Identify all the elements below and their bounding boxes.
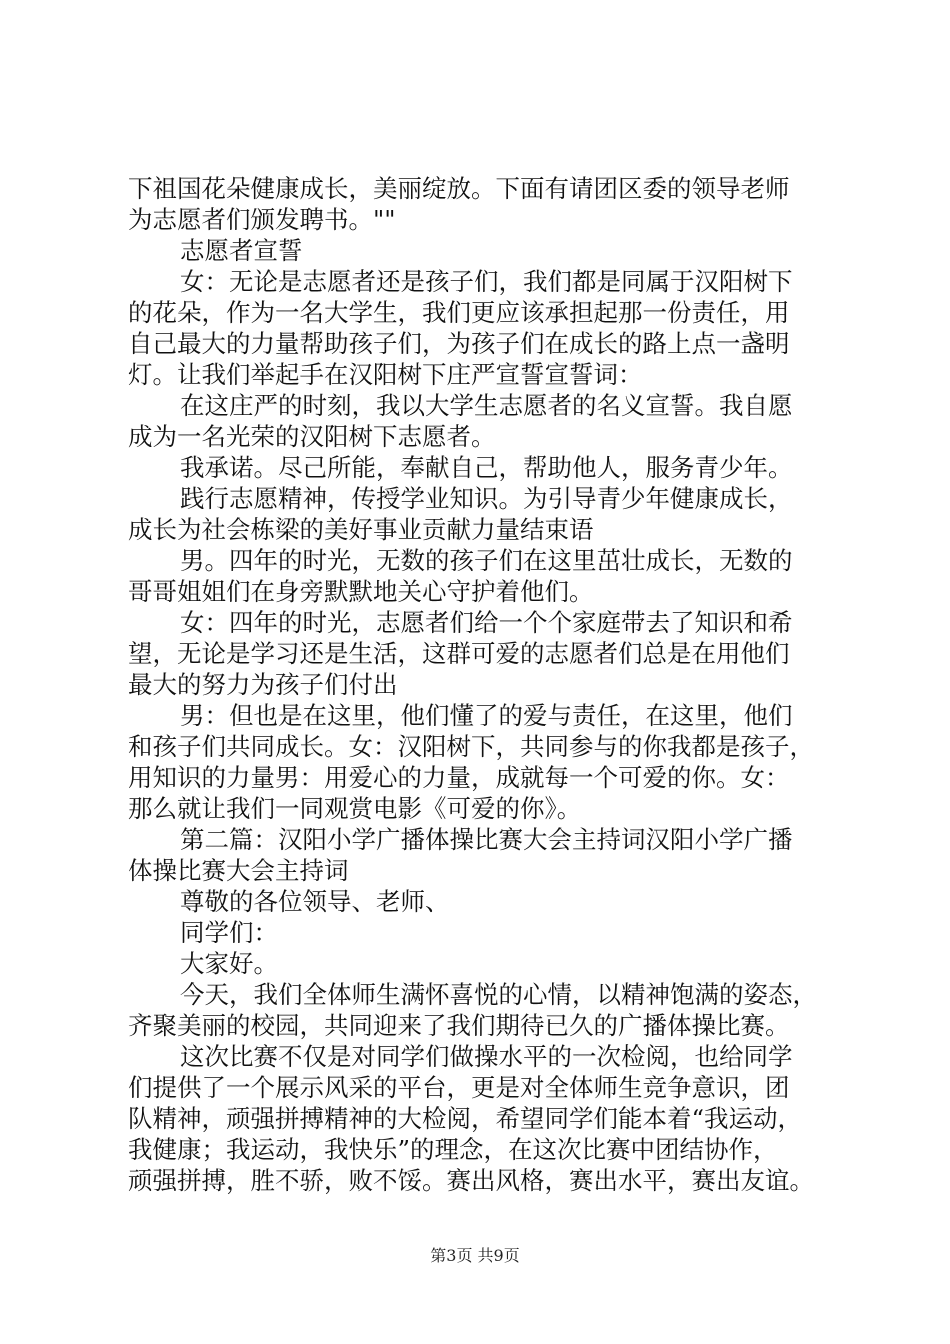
- text-line: 队精神，顽强拼搏精神的大检阅，希望同学们能本着“我运动，: [128, 1104, 803, 1133]
- text-line: 同学们：: [180, 918, 278, 947]
- text-line: 体操比赛大会主持词: [128, 856, 349, 885]
- text-line: 最大的努力为孩子们付出: [128, 670, 398, 699]
- text-line: 尊敬的各位领导、老师、: [180, 887, 450, 916]
- text-line: 志愿者宣誓: [180, 236, 303, 265]
- text-line: 今天，我们全体师生满怀喜悦的心情，以精神饱满的姿态，: [180, 980, 817, 1009]
- text-line: 大家好。: [180, 949, 278, 978]
- text-line: 男。四年的时光，无数的孩子们在这里茁壮成长，无数的: [180, 546, 793, 575]
- text-line: 这次比赛不仅是对同学们做操水平的一次检阅，也给同学: [180, 1042, 793, 1071]
- text-line: 齐聚美丽的校园，共同迎来了我们期待已久的广播体操比赛。: [128, 1011, 790, 1040]
- text-line: 们提供了一个展示风采的平台，更是对全体师生竞争意识，团: [128, 1073, 790, 1102]
- text-line: 女：无论是志愿者还是孩子们，我们都是同属于汉阳树下: [180, 267, 793, 296]
- text-line: 顽强拼搏，胜不骄，败不馁。赛出风格，赛出水平，赛出友谊。: [128, 1166, 814, 1195]
- text-line: 下祖国花朵健康成长，美丽绽放。下面有请团区委的领导老师: [128, 174, 790, 203]
- text-line: 女：四年的时光，志愿者们给一个个家庭带去了知识和希: [180, 608, 793, 637]
- text-line: 用知识的力量男：用爱心的力量，成就每一个可爱的你。女：: [128, 763, 790, 792]
- text-line: 践行志愿精神，传授学业知识。为引导青少年健康成长，: [180, 484, 793, 513]
- text-line: 我承诺。尽己所能，奉献自己，帮助他人，服务青少年。: [180, 453, 793, 482]
- text-line: 成长为社会栋梁的美好事业贡献力量结束语: [128, 515, 594, 544]
- text-line: 为志愿者们颁发聘书。"": [128, 205, 396, 234]
- text-line: 第二篇：汉阳小学广播体操比赛大会主持词汉阳小学广播: [180, 825, 793, 854]
- text-line: 望，无论是学习还是生活，这群可爱的志愿者们总是在用他们: [128, 639, 790, 668]
- document-body: [128, 173, 840, 1196]
- text-line: 在这庄严的时刻，我以大学生志愿者的名义宣誓。我自愿: [180, 391, 793, 420]
- text-line: 和孩子们共同成长。女：汉阳树下，共同参与的你我都是孩子，: [128, 732, 814, 761]
- page-footer: 第3页 共9页: [430, 1246, 520, 1265]
- text-line: 我健康；我运动，我快乐”的理念，在这次比赛中团结协作，: [128, 1135, 778, 1164]
- text-line: 的花朵，作为一名大学生，我们更应该承担起那一份责任，用: [128, 298, 790, 327]
- text-line: 那么就让我们一同观赏电影《可爱的你》。: [128, 794, 582, 823]
- text-line: 成为一名光荣的汉阳树下志愿者。: [128, 422, 496, 451]
- text-line: 哥哥姐姐们在身旁默默地关心守护着他们。: [128, 577, 594, 606]
- text-line: 灯。让我们举起手在汉阳树下庄严宣誓宣誓词：: [128, 360, 643, 389]
- text-line: 自己最大的力量帮助孩子们，为孩子们在成长的路上点一盏明: [128, 329, 790, 358]
- text-line: 男：但也是在这里，他们懂了的爱与责任，在这里，他们: [180, 701, 793, 730]
